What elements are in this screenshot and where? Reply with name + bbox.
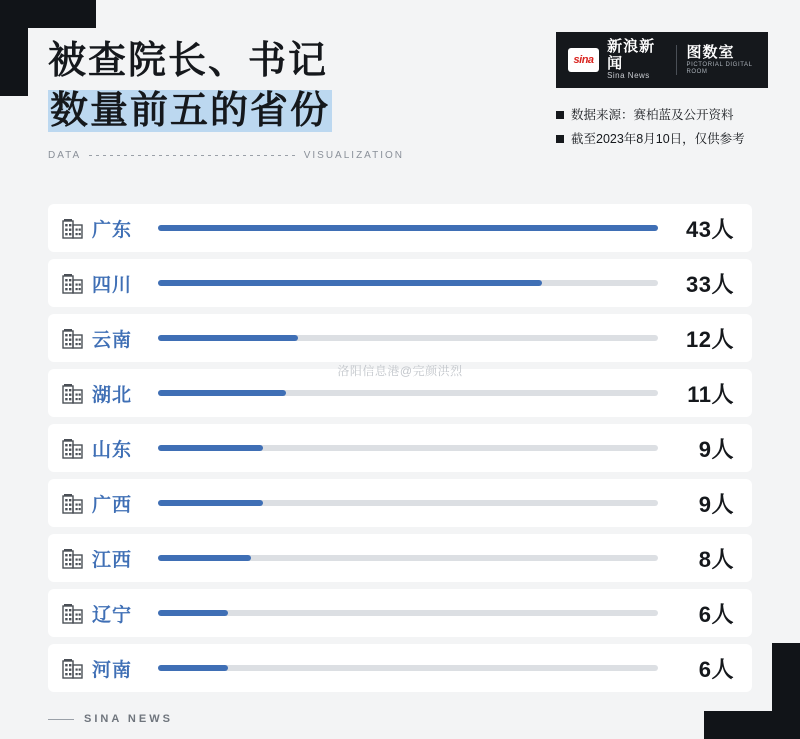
bar-track (158, 665, 658, 671)
bullet-square-icon (556, 135, 564, 143)
building-icon (62, 546, 84, 570)
note-text: 数据来源：赛柏蓝及公开资料 (571, 108, 734, 122)
brand-name-block (607, 39, 666, 82)
sina-weibo-eye-icon (568, 48, 599, 72)
bar-track (158, 500, 658, 506)
table-row (48, 644, 752, 692)
province-label: 四川 (92, 274, 133, 296)
watermark: 洛阳信息港@完颜洪烈 (337, 364, 463, 378)
value-label: 9人 (698, 436, 734, 462)
bar-fill (158, 280, 542, 286)
footer-label: SINA NEWS (84, 713, 173, 725)
building-icon (62, 271, 84, 295)
bar-fill (158, 665, 228, 671)
value-label: 11人 (687, 381, 734, 407)
province-label: 湖北 (92, 384, 133, 406)
bar-fill (158, 500, 263, 506)
bar-track (158, 225, 658, 231)
bullet-square-icon (556, 111, 564, 119)
bar-track (158, 610, 658, 616)
value-label: 33人 (686, 271, 734, 297)
brand-sublabel-cn: 图数室 (686, 44, 735, 62)
building-icon (62, 326, 84, 350)
dashed-divider (89, 155, 296, 156)
bar-track (158, 335, 658, 341)
title-line-2 (48, 86, 478, 136)
table-row (48, 314, 752, 362)
building-icon (62, 491, 84, 515)
value-label: 9人 (698, 491, 734, 517)
bar-fill (158, 610, 228, 616)
value-label: 43人 (686, 216, 734, 242)
brand-name-en: Sina News (607, 71, 650, 81)
page-title (48, 36, 478, 136)
value-label: 8人 (698, 546, 734, 572)
bar-track (158, 555, 658, 561)
bar-fill (158, 390, 286, 396)
note-item (556, 128, 792, 150)
bar-fill (158, 225, 658, 231)
footer-dash (48, 719, 74, 720)
brand-sublabel-block (686, 44, 768, 75)
brand-name-cn: 新浪新闻 (607, 37, 656, 72)
table-row (48, 424, 752, 472)
footer (48, 713, 348, 725)
bar-fill (158, 335, 298, 341)
building-icon (62, 601, 84, 625)
note-text: 截至2023年8月10日，仅供参考 (571, 132, 745, 146)
bar-chart (48, 204, 752, 699)
table-row (48, 534, 752, 582)
header (0, 0, 800, 190)
province-label: 山东 (92, 439, 133, 461)
brand-sublabel-en: PICTORIAL DIGITAL ROOM (686, 61, 753, 75)
bar-track (158, 390, 658, 396)
subtitle-rule (48, 150, 404, 161)
brand-bar (556, 32, 768, 88)
value-label: 12人 (686, 326, 734, 352)
subtitle-right: VISUALIZATION (303, 150, 404, 161)
corner-mark-bottom-right-2 (704, 711, 800, 739)
building-icon (62, 656, 84, 680)
bar-track (158, 445, 658, 451)
value-label: 6人 (698, 601, 734, 627)
table-row (48, 589, 752, 637)
subtitle-left: DATA (48, 150, 82, 161)
building-icon (62, 381, 84, 405)
title-line-2-text: 数量前五的省份 (50, 90, 331, 132)
title-line-1: 被查院长、书记 (48, 40, 329, 82)
province-label: 云南 (92, 329, 133, 351)
brand-divider (676, 45, 677, 75)
table-row (48, 204, 752, 252)
province-label: 河南 (92, 659, 133, 681)
table-row (48, 369, 752, 417)
province-label: 广东 (92, 219, 133, 241)
source-notes (556, 104, 792, 152)
bar-fill (158, 555, 251, 561)
bar-fill (158, 445, 263, 451)
value-label: 6人 (698, 656, 734, 682)
building-icon (62, 436, 84, 460)
province-label: 江西 (92, 549, 133, 571)
bar-track (158, 280, 658, 286)
province-label: 辽宁 (92, 604, 133, 626)
note-item (556, 104, 792, 126)
province-label: 广西 (92, 494, 133, 516)
building-icon (62, 216, 84, 240)
sina-logo-text: sina (573, 54, 594, 66)
table-row (48, 259, 752, 307)
table-row (48, 479, 752, 527)
